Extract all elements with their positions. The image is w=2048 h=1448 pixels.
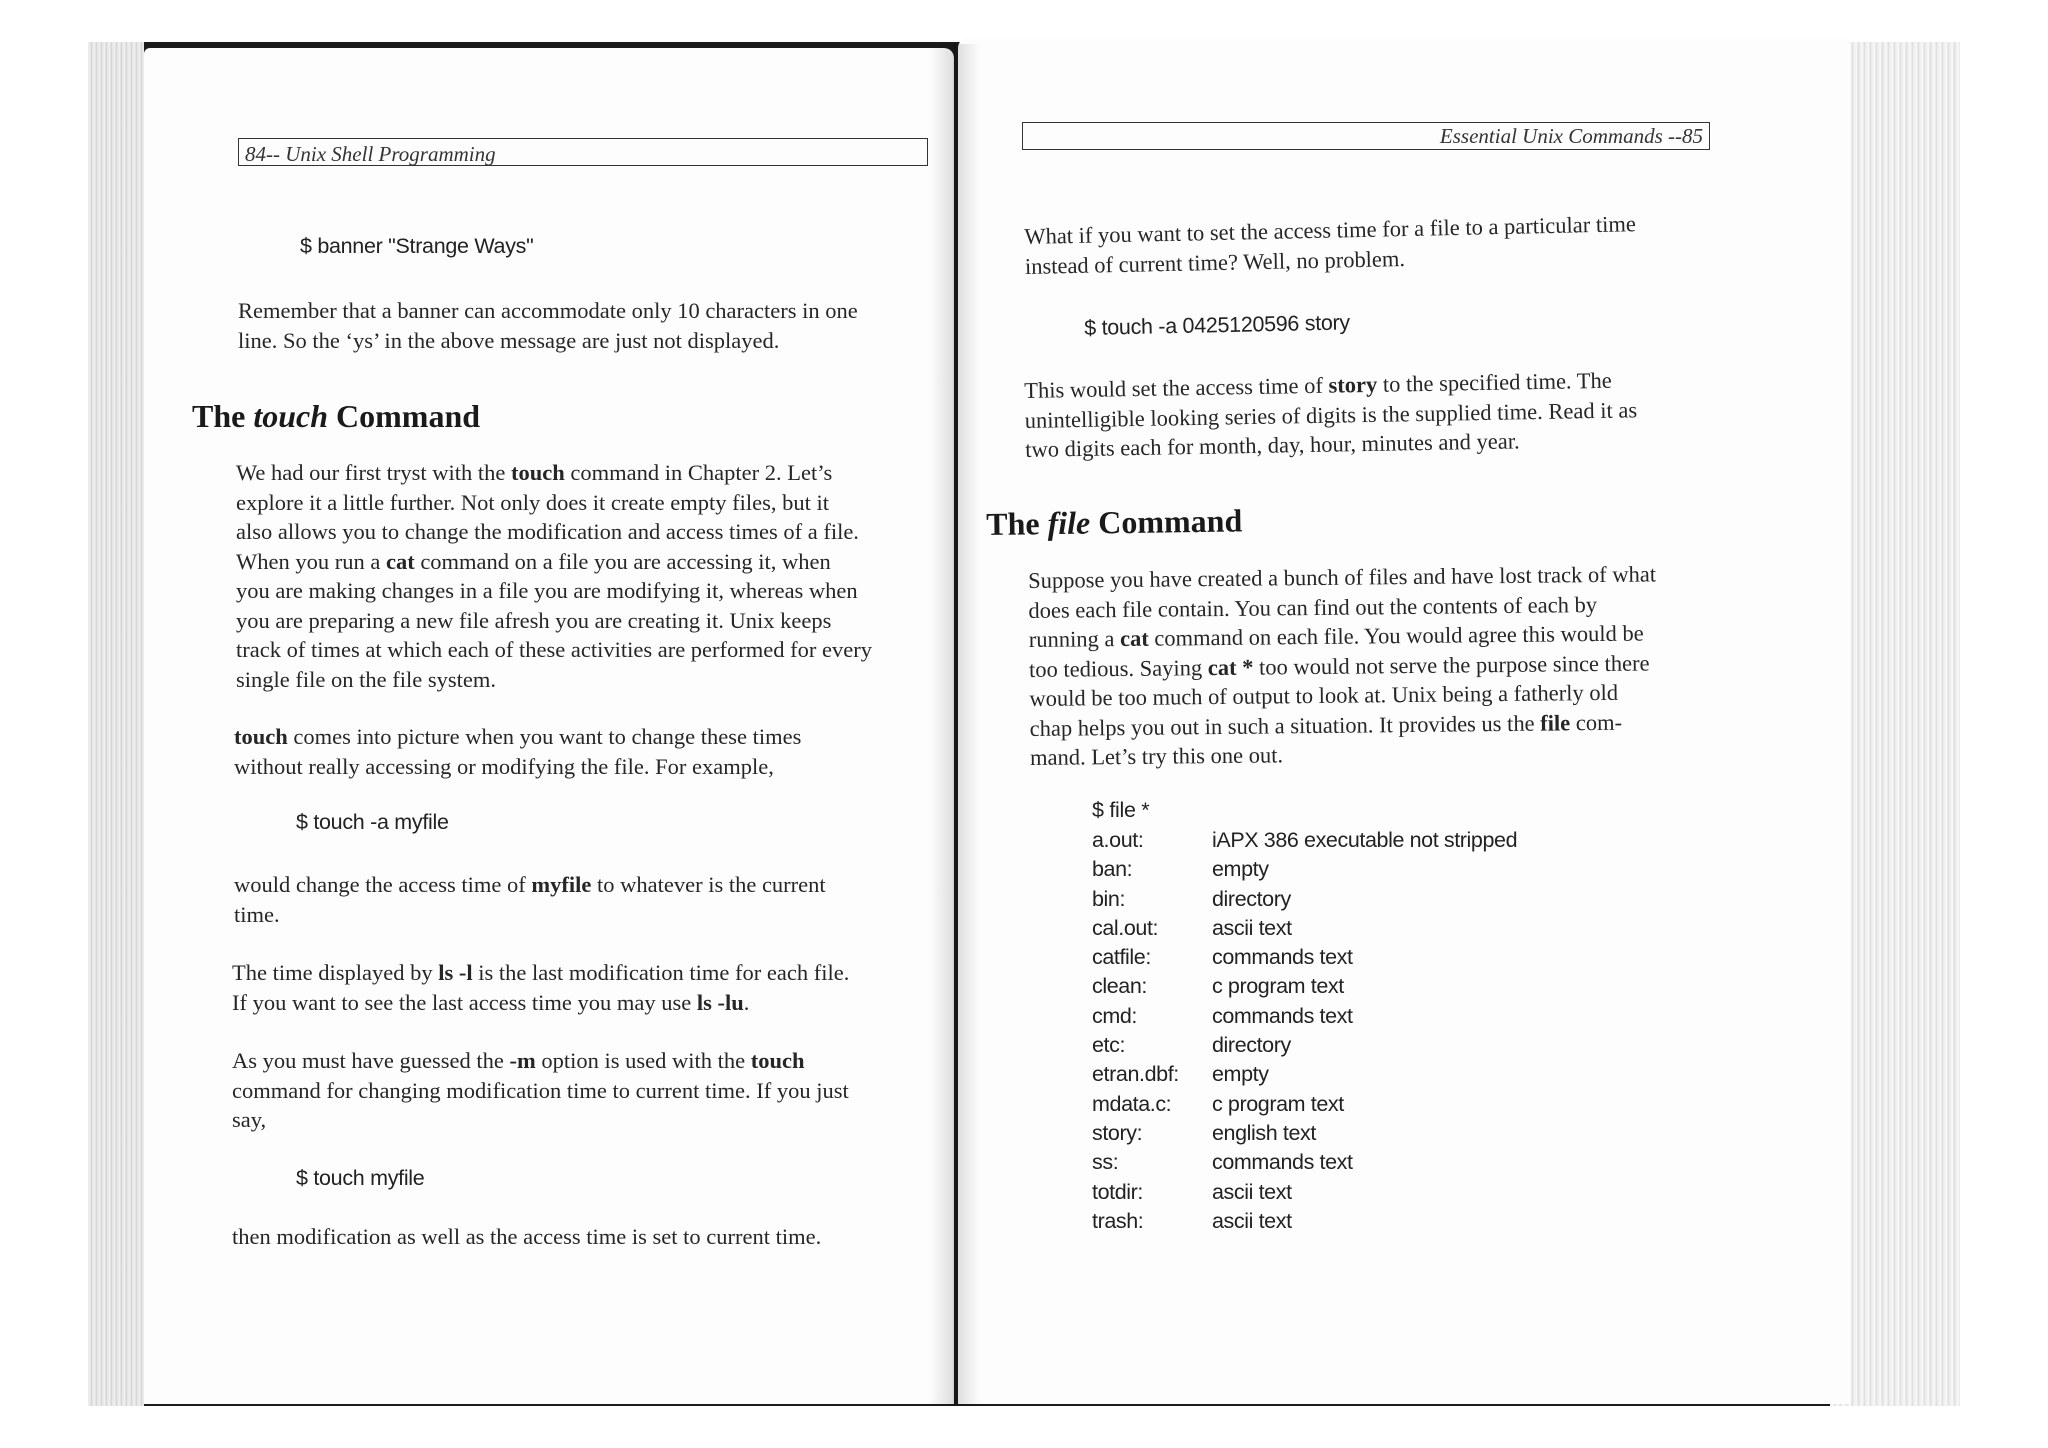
banner-paragraph [238, 296, 926, 355]
text-line: What if you want to set the access time for a file to a particular time [1024, 211, 1637, 249]
heading-text: The [192, 398, 254, 434]
touch-section-heading [192, 398, 480, 435]
text-line: explore it a little further. Not only does it create empty files, but it [236, 489, 829, 515]
text-line: track of times at which each of these activities are performed for every [236, 637, 872, 662]
text-line: mand. Let’s try this one out. [1029, 742, 1284, 770]
text-line [232, 988, 926, 1018]
text-line [236, 458, 926, 488]
modification-option-paragraph [232, 1046, 926, 1135]
text-run: running a [1028, 626, 1121, 652]
file-type: commands text [1212, 945, 1353, 970]
file-type: ascii text [1212, 1208, 1292, 1233]
touch-intro-paragraph [236, 458, 926, 694]
heading-command-name: file [1047, 504, 1091, 542]
text-line: line. So the ‘ys’ in the above message are just not displayed. [238, 327, 780, 353]
heading-text: Command [1089, 502, 1243, 541]
file-name: ss: [1092, 1150, 1119, 1175]
ls-time-paragraph [232, 958, 926, 1017]
touch-result-paragraph: then modification as well as the access time is set to current time. [232, 1224, 822, 1249]
text-run-bold: story [1328, 371, 1378, 398]
touch-time-command: $ touch -a 0425120596 story [1084, 310, 1351, 340]
text-run: command on each file. You would agree this would be [1148, 620, 1644, 651]
text-run: to the specified time. The [1377, 367, 1612, 397]
text-line [234, 722, 926, 752]
file-name: cal.out: [1092, 915, 1159, 940]
file-type: empty [1212, 1062, 1269, 1087]
text-run: would change the access time of [234, 872, 532, 897]
file-name: mdata.c: [1092, 1091, 1172, 1116]
file-name: trash: [1092, 1208, 1144, 1233]
text-run-bold: cat [385, 548, 415, 574]
text-line [232, 958, 926, 988]
text-line: Remember that a banner can accommodate only 10 characters in one [238, 298, 858, 323]
file-type: commands text [1212, 1003, 1353, 1028]
right-running-head [1022, 122, 1710, 150]
text-run: too would not serve the purpose since there [1253, 649, 1650, 680]
right-running-head-text: Essential Unix Commands --85 [1439, 124, 1703, 148]
touch-command: $ touch myfile [296, 1166, 425, 1190]
text-line: single file on the file system. [236, 666, 496, 692]
text-line: say, [232, 1107, 267, 1132]
text-line: time. [234, 901, 280, 927]
file-type: ascii text [1212, 915, 1292, 940]
file-type: iAPX 386 executable not stripped [1212, 828, 1518, 852]
left-running-head [238, 138, 928, 166]
text-line: you are preparing a new file afresh you are creating it. Unix keeps [236, 607, 832, 633]
file-name: catfile: [1092, 945, 1151, 970]
text-line: Suppose you have created a bunch of files and have lost track of what [1028, 561, 1657, 593]
left-page-stack-edge [88, 42, 144, 1406]
text-run: too tedious. Saying [1028, 654, 1208, 682]
left-running-head-text: 84-- Unix Shell Programming [245, 142, 496, 166]
text-run: to whatever is the current [591, 872, 826, 897]
text-line: does each file contain. You can find out the contents of each by [1028, 591, 1598, 623]
heading-text: Command [328, 398, 481, 434]
text-run: . [743, 989, 750, 1015]
file-name: totdir: [1092, 1179, 1143, 1204]
text-run-bold: touch [511, 460, 565, 485]
file-type: empty [1212, 857, 1269, 882]
file-type: commands text [1212, 1150, 1353, 1175]
text-run-bold: cat * [1207, 654, 1254, 680]
text-run-bold: ls -l [438, 960, 473, 985]
file-type: c program text [1212, 974, 1344, 999]
touch-access-paragraph [234, 870, 926, 929]
file-name: a.out: [1092, 828, 1144, 852]
text-line: also allows you to change the modification and access times of a file. [236, 519, 859, 544]
text-run: If you want to see the last access time you may use [232, 989, 697, 1015]
file-type: directory [1212, 1033, 1291, 1058]
text-line: command for changing modification time to current time. If you just [232, 1077, 849, 1103]
text-run: When you run a [236, 548, 386, 574]
text-run-bold: ls -lu [696, 989, 744, 1015]
text-line: unintelligible looking series of digits is the supplied time. Read it as [1024, 396, 1638, 433]
text-run: command in Chapter 2. Let’s [564, 460, 833, 485]
text-line [232, 1046, 926, 1076]
text-line: instead of current time? Well, no problem. [1024, 245, 1406, 279]
file-type: english text [1212, 1120, 1316, 1145]
text-run: comes into picture when you want to change these times [287, 724, 802, 749]
text-run: We had our first tryst with the [236, 460, 512, 485]
file-name: bin: [1092, 886, 1126, 911]
banner-command: $ banner "Strange Ways" [300, 234, 534, 258]
file-name: clean: [1092, 974, 1147, 999]
touch-access-command: $ touch -a myfile [296, 810, 449, 834]
text-run: chap helps you out in such a situation. It provides us the [1029, 710, 1541, 741]
text-run: is the last modification time for each file. [472, 960, 850, 985]
text-run-bold: cat [1119, 625, 1149, 652]
text-run: As you must have guessed the [232, 1048, 510, 1073]
file-name: story: [1092, 1120, 1143, 1145]
file-command: $ file * [1092, 798, 1150, 822]
text-run: option is used with the [535, 1048, 751, 1073]
text-run: command on a file you are accessing it, when [414, 548, 831, 574]
heading-command-name: touch [253, 398, 329, 434]
text-run: com- [1570, 709, 1623, 735]
text-run-bold: file [1540, 709, 1571, 736]
text-line: you are making changes in a file you are modifying it, whereas when [236, 578, 858, 603]
text-line: would be too much of output to look at. Unix being a fatherly old [1029, 679, 1619, 711]
text-line [234, 870, 926, 900]
file-type: directory [1212, 886, 1291, 911]
story-time-paragraph [1024, 364, 1713, 464]
text-run: This would set the access time of [1024, 372, 1329, 403]
text-line: without really accessing or modifying the file. For example, [234, 753, 774, 779]
file-name: etc: [1092, 1033, 1126, 1058]
file-type: ascii text [1212, 1179, 1292, 1204]
heading-text: The [986, 505, 1048, 542]
text-run-bold: -m [509, 1048, 536, 1073]
text-run-bold: touch [234, 724, 288, 749]
touch-purpose-paragraph [234, 722, 926, 781]
text-run-bold: myfile [531, 872, 592, 897]
file-section-heading [986, 502, 1242, 543]
text-line [236, 547, 926, 577]
text-run-bold: touch [750, 1048, 805, 1073]
text-line: two digits each for month, day, hour, minutes and year. [1025, 428, 1520, 462]
file-name: etran.dbf: [1092, 1062, 1179, 1087]
file-name: ban: [1092, 857, 1133, 882]
file-type: c program text [1212, 1091, 1344, 1116]
file-intro-paragraph [1028, 559, 1718, 773]
text-run: The time displayed by [232, 960, 439, 985]
file-name: cmd: [1092, 1003, 1137, 1028]
book-gutter [930, 44, 980, 1406]
